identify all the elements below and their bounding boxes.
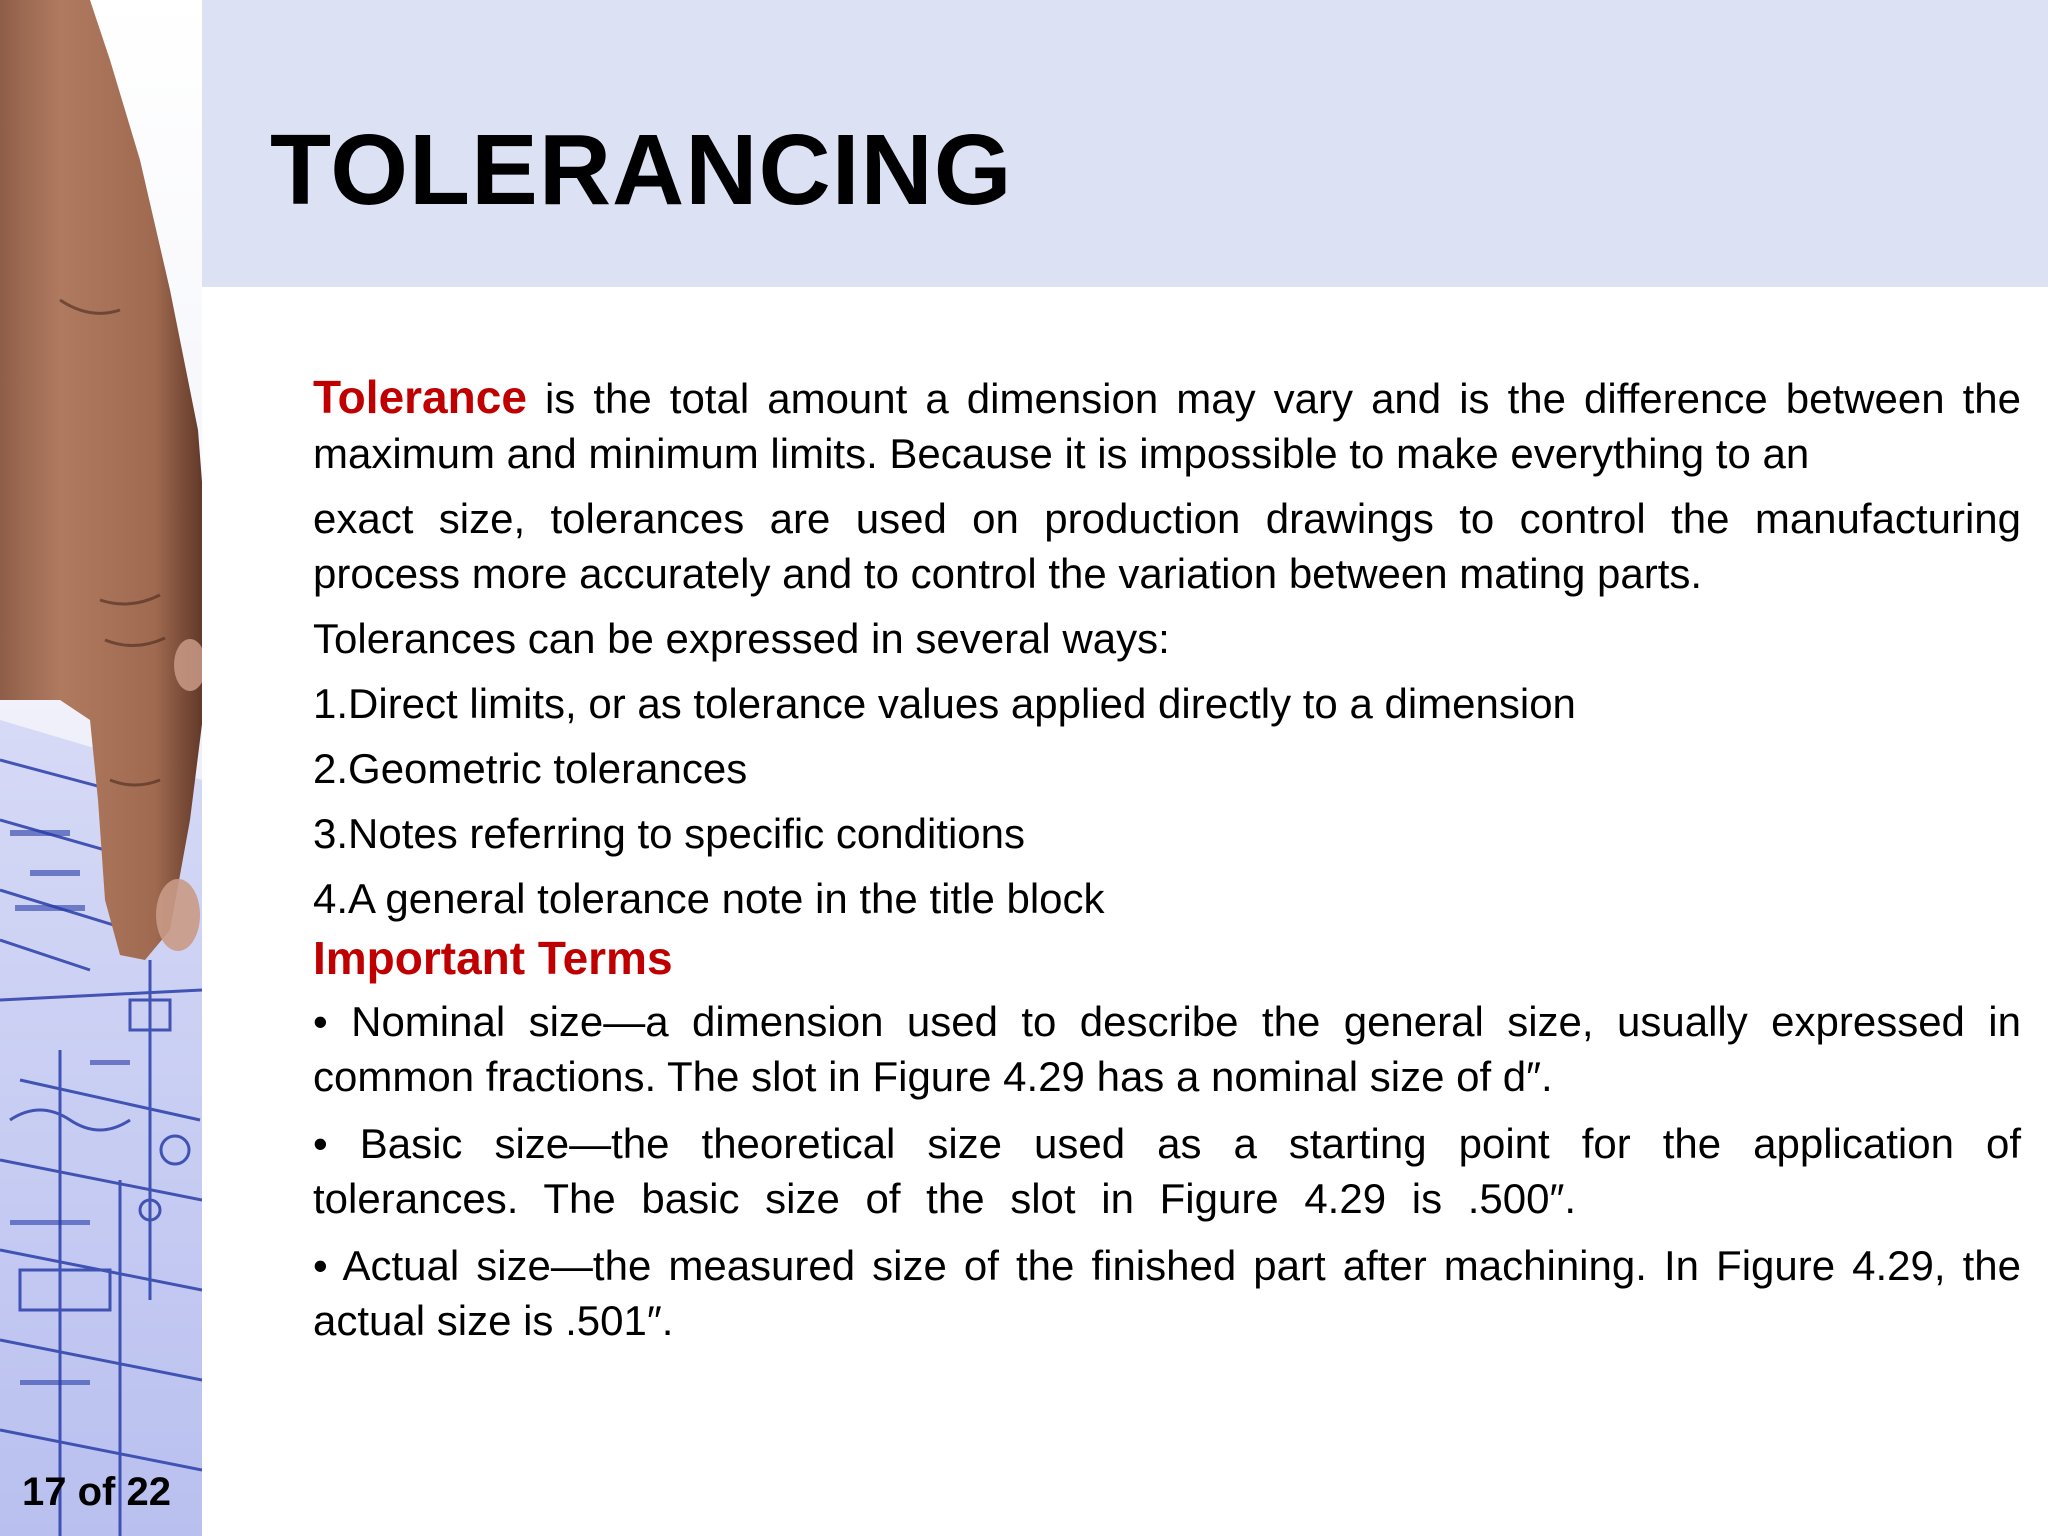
ways-lead: Tolerances can be expressed in several ways: xyxy=(313,615,1170,662)
ways-item-1: 1.Direct limits, or as tolerance values applied directly to a dimension xyxy=(313,680,1576,727)
intro-text-line1: is the total amount a dimension may vary and is the difference between the maximum and minimum limits. Because it is impossible to make everything to an xyxy=(313,375,2021,477)
page-number: 17 of 22 xyxy=(22,1470,171,1514)
slide-content xyxy=(313,370,2021,1348)
term-tolerance: Tolerance xyxy=(313,371,527,423)
term-nominal-size: • Nominal size—a dimension used to describe the general size, usually expressed in common fractions. The slot in Figure 4.29 has a nominal size of d″. xyxy=(313,998,2021,1100)
term-actual-size: • Actual size—the measured size of the finished part after machining. In Figure 4.29, the actual size is .501″. xyxy=(313,1242,2021,1344)
decorative-photo-hand-blueprint xyxy=(0,0,202,1536)
ways-item-3: 3.Notes referring to specific conditions xyxy=(313,810,1026,857)
intro-text-line2: exact size, tolerances are used on production drawings to control the manufacturing process more accurately and to control the variation between mating parts. xyxy=(313,495,2021,597)
ways-item-4: 4.A general tolerance note in the title block xyxy=(313,875,1105,922)
term-basic-size: • Basic size—the theoretical size used as a starting point for the application of tolerances. The basic size of the slot in Figure 4.29 is .500″. xyxy=(313,1120,2021,1222)
ways-item-2: 2.Geometric tolerances xyxy=(313,745,748,792)
page-title: TOLERANCING xyxy=(270,114,1013,226)
section-heading-important-terms: Important Terms xyxy=(313,932,673,984)
intro-paragraph xyxy=(313,370,2021,601)
